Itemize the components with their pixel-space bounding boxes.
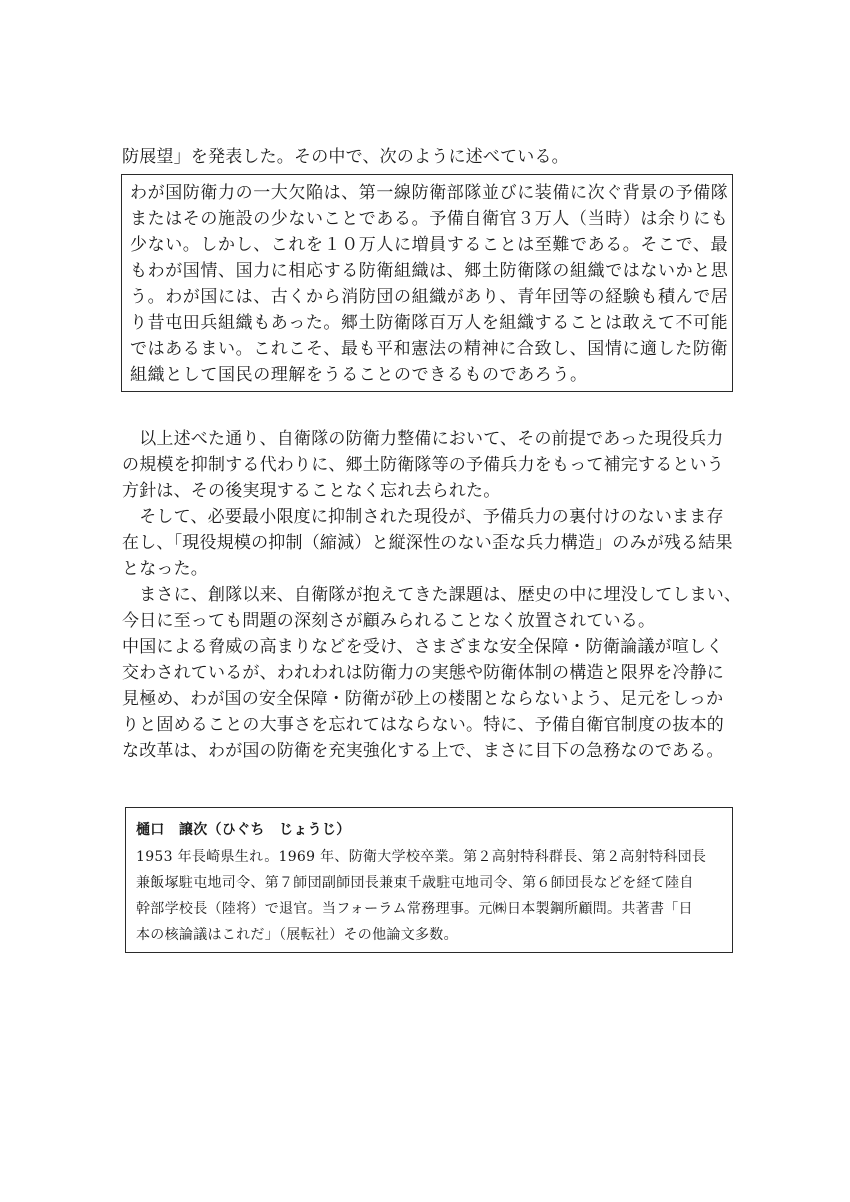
body-line: の規模を抑制する代わりに、郷土防衛隊等の予備兵力をもって補完するという (122, 455, 724, 475)
author-bio-line: 兼飯塚駐屯地司令、第７師団副師団長兼東千歳駐屯地司令、第６師団長などを経て陸自 (136, 875, 694, 891)
quote-line: わが国防衛力の一大欠陥は、第一線防衛部隊並びに装備に次ぐ背景の予備隊 (130, 183, 729, 203)
quote-line: う。わが国には、古くから消防団の組織があり、青年団等の経験も積んで居 (130, 287, 729, 307)
intro-line: 防展望」を発表した。その中で、次のように述べている。 (122, 147, 569, 167)
body-line: 方針は、その後実現することなく忘れ去られた。 (122, 481, 501, 501)
quote-line: もわが国情、国力に相応する防衛組織は、郷土防衛隊の組織ではないかと思 (130, 261, 729, 281)
body-line: りと固めることの大事さを忘れてはならない。特に、予備自衛官制度の抜本的 (122, 715, 724, 735)
quote-line: り昔屯田兵組織もあった。郷土防衛隊百万人を組織することは敢えて不可能 (130, 313, 729, 333)
body-line: となった。 (122, 559, 208, 579)
body-line: そして、必要最小限度に抑制された現役が、予備兵力の裏付けのないまま存 (122, 507, 724, 527)
author-bio-line: 本の核論議はこれだ」（展転社）その他論文多数。 (136, 927, 458, 943)
author-bio-box (125, 807, 733, 953)
body-line: 在し、「現役規模の抑制（縮減）と縦深性のない歪な兵力構造」のみが残る結果 (122, 533, 733, 553)
author-bio-line: 幹部学校長（陸将）で退官。当フォーラム常務理事。元㈱日本製鋼所顧問。共著書「日 (136, 901, 693, 917)
author-bio-line: 1953 年長崎県生れ。1969 年、防衛大学校卒業。第２高射特科群長、第２高射特科団長 (136, 849, 707, 865)
body-line: 見極め、わが国の安全保障・防衛が砂上の楼閣とならないよう、足元をしっか (122, 689, 724, 709)
quote-line: 少ない。しかし、これを１０万人に増員することは至難である。そこで、最 (130, 235, 729, 255)
body-line: 交わされているが、われわれは防衛力の実態や防衛体制の構造と限界を冷静に (122, 663, 724, 683)
body-line: 今日に至っても問題の深刻さが顧みられることなく放置されている。 (122, 611, 656, 631)
body-line: な改革は、わが国の防衛を充実強化する上で、まさに目下の急務なのである。 (122, 741, 724, 761)
body-line: まさに、創隊以来、自衛隊が抱えてきた課題は、歴史の中に埋没してしまい、 (122, 585, 742, 605)
quote-line: またはその施設の少ないことである。予備自衛官３万人（当時）は余りにも (130, 209, 729, 229)
quote-line: 組織として国民の理解をうることのできるものであろう。 (130, 365, 588, 385)
author-name: 樋口 譲次（ひぐち じょうじ） (136, 822, 351, 838)
body-line: 以上述べた通り、自衛隊の防衛力整備において、その前提であった現役兵力 (122, 429, 724, 449)
body-line: 中国による脅威の高まりなどを受け、さまざまな安全保障・防衛論議が喧しく (122, 637, 724, 657)
quote-line: ではあるまい。これこそ、最も平和憲法の精神に合致し、国情に適した防衛 (130, 339, 729, 359)
quotation-box (121, 174, 733, 392)
